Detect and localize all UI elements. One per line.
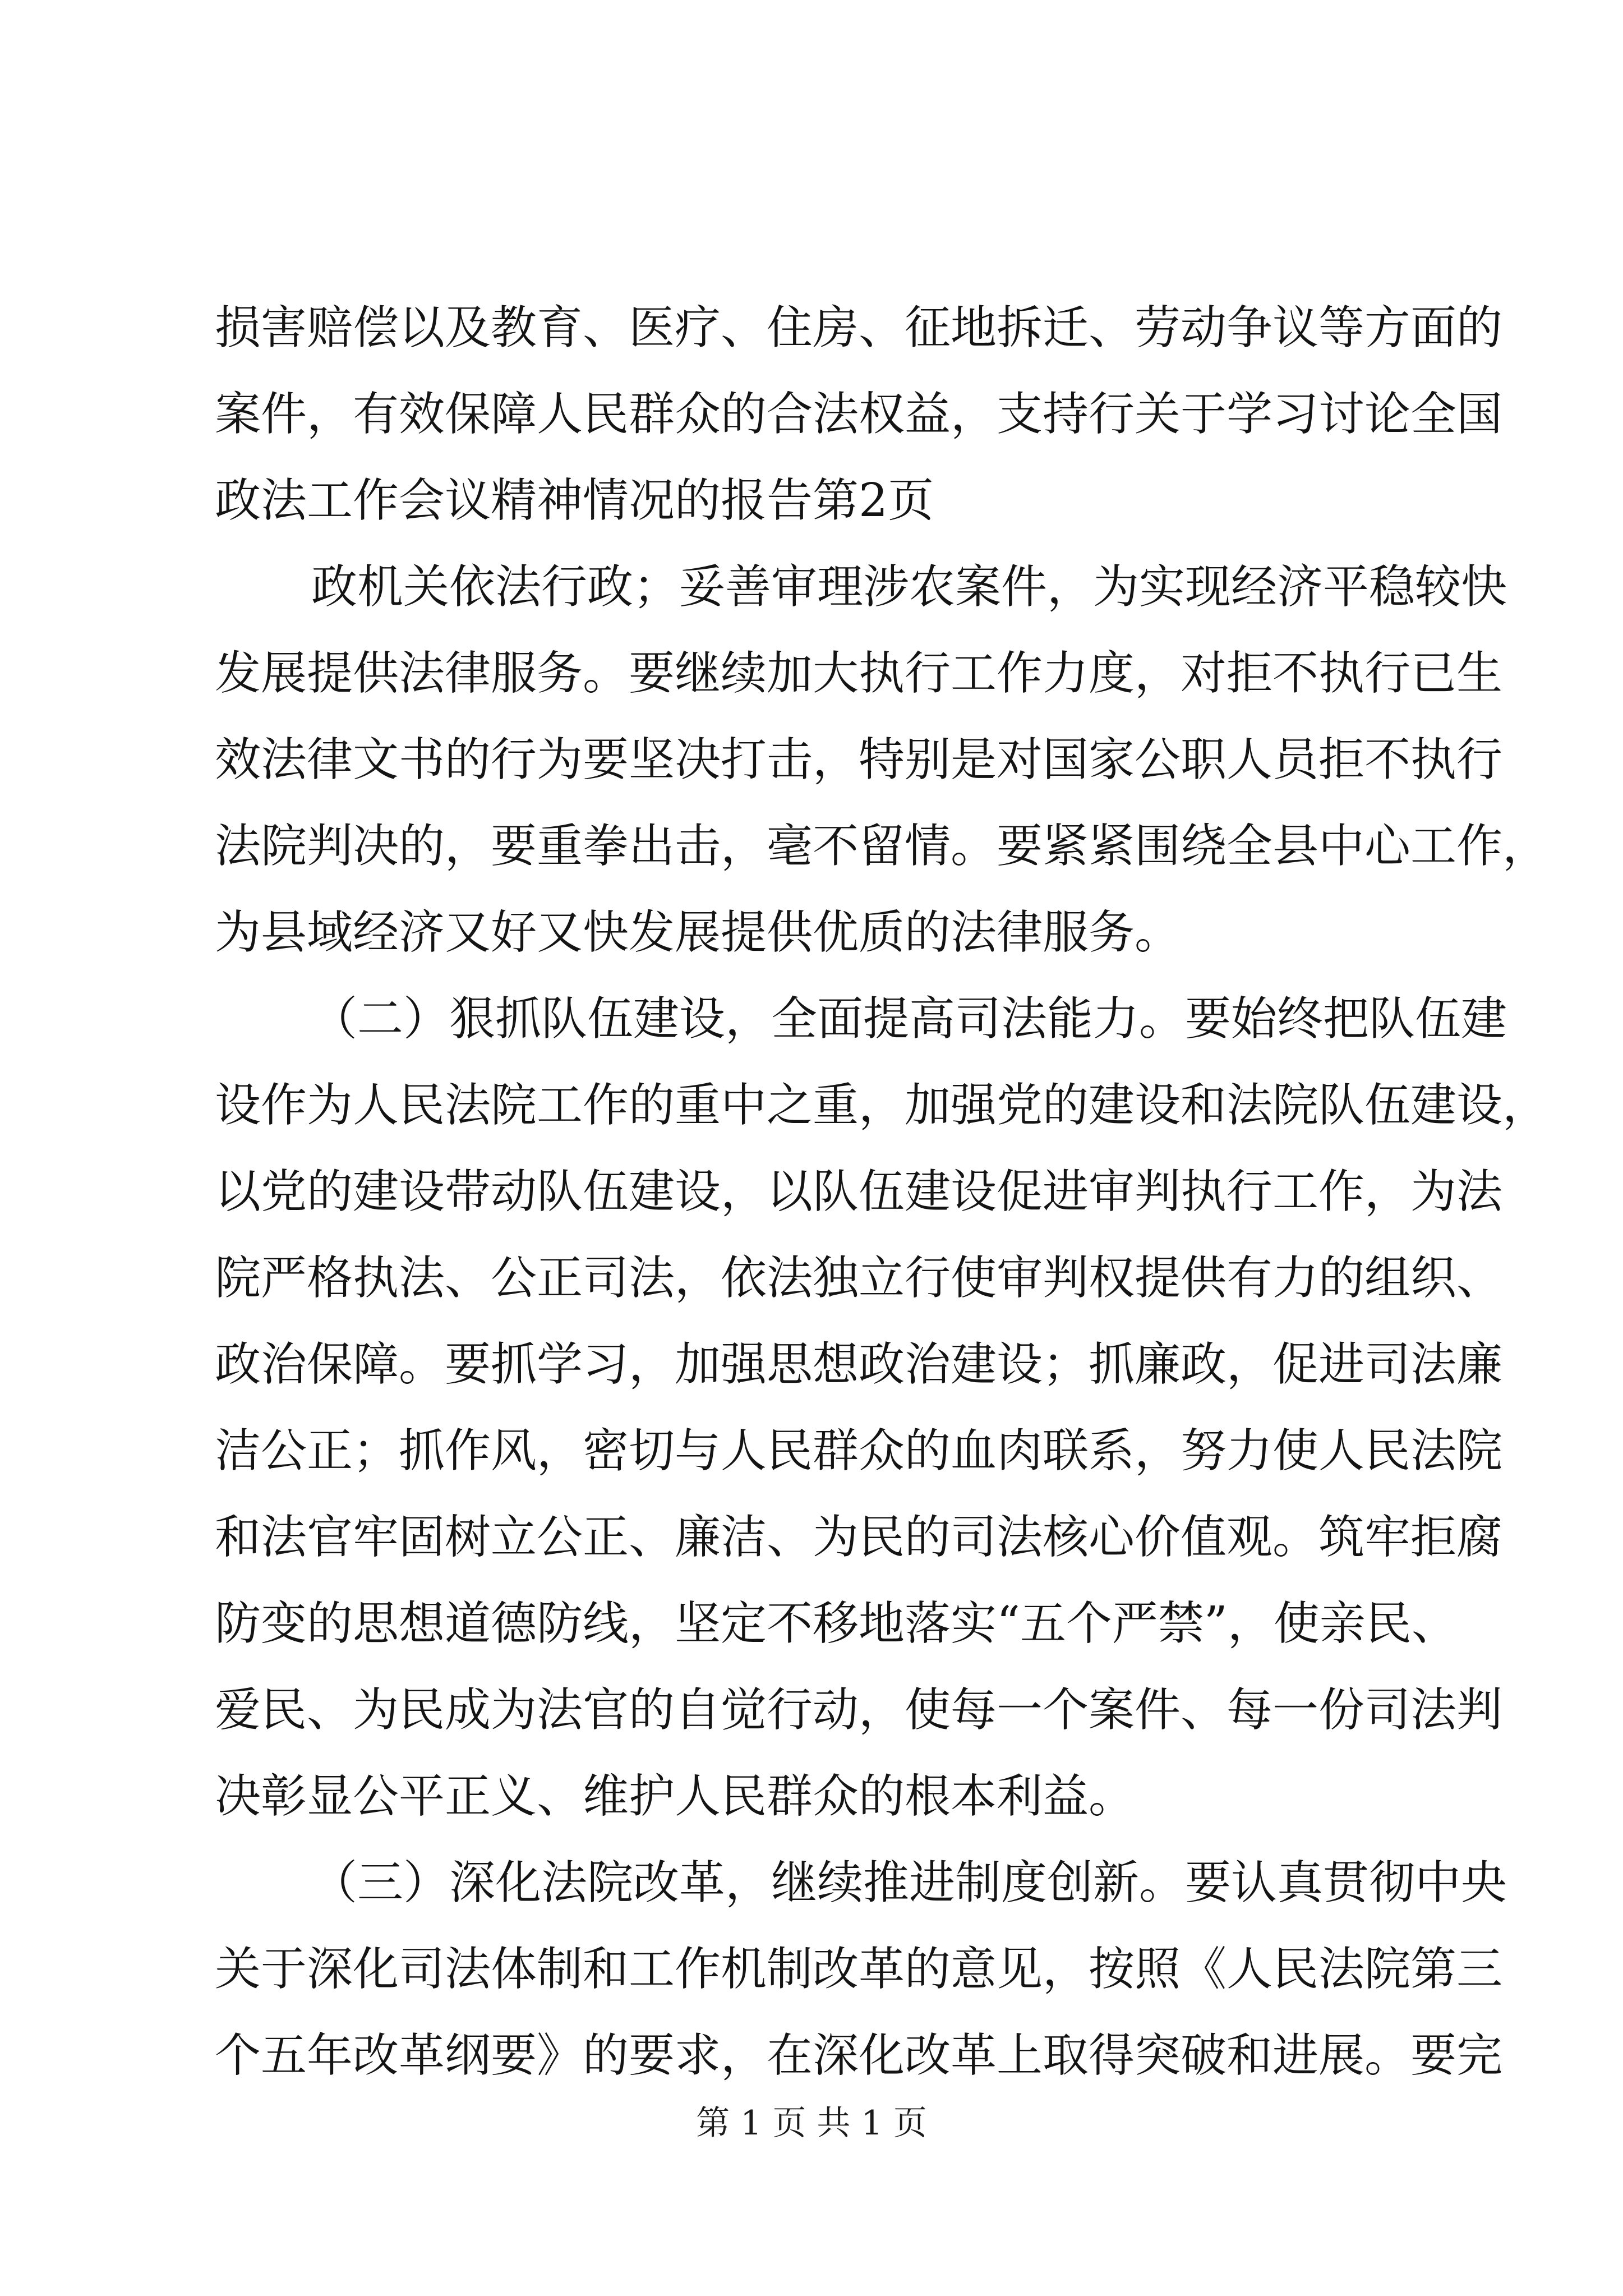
text-line: 效法律文书的行为要坚决打击，特别是对国家公职人员拒不执行 <box>215 733 1503 786</box>
text-line: 设作为人民法院工作的重中之重，加强党的建设和法院队伍建设， <box>215 1079 1549 1132</box>
text-line: 政治保障。要抓学习，加强思想政治建设；抓廉政，促进司法廉 <box>215 1338 1503 1391</box>
paragraph <box>215 976 1549 1840</box>
text-line: 为县域经济又好又快发展提供优质的法律服务。 <box>215 906 1181 959</box>
text-line: （二）狠抓队伍建设，全面提高司法能力。要始终把队伍建 <box>311 992 1507 1046</box>
text-line: 个五年改革纲要》的要求，在深化改革上取得突破和进展。要完 <box>215 2029 1503 2082</box>
paragraph <box>215 544 1549 976</box>
text-line: 决彰显公平正义、维护人民群众的根本利益。 <box>215 1770 1135 1823</box>
text-line: 政机关依法行政；妥善审理涉农案件，为实现经济平稳较快 <box>311 560 1507 614</box>
text-line: 发展提供法律服务。要继续加大执行工作力度，对拒不执行已生 <box>215 647 1503 700</box>
paragraph <box>215 285 1503 544</box>
text-line: （三）深化法院改革，继续推进制度创新。要认真贯彻中央 <box>311 1856 1507 1910</box>
text-line: 院严格执法、公正司法，依法独立行使审判权提供有力的组织、 <box>215 1251 1503 1305</box>
text-line: 政法工作会议精神情况的报告第2页 <box>215 474 934 527</box>
text-line: 法院判决的，要重拳出击，毫不留情。要紧紧围绕全县中心工作， <box>215 820 1549 873</box>
text-line: 以党的建设带动队伍建设，以队伍建设促进审判执行工作，为法 <box>215 1165 1503 1218</box>
text-line: 关于深化司法体制和工作机制改革的意见，按照《人民法院第三 <box>215 1943 1503 1996</box>
text-line: 损害赔偿以及教育、医疗、住房、征地拆迁、劳动争议等方面的 <box>215 301 1503 355</box>
text-line: 洁公正；抓作风，密切与人民群众的血肉联系，努力使人民法院 <box>215 1424 1503 1478</box>
paragraph <box>215 1840 1507 2099</box>
text-line: 和法官牢固树立公正、廉洁、为民的司法核心价值观。筑牢拒腐 <box>215 1511 1503 1564</box>
text-line: 防变的思想道德防线，坚定不移地落实“五个严禁”，使亲民、 <box>215 1597 1458 1650</box>
text-line: 爱民、为民成为法官的自觉行动，使每一个案件、每一份司法判 <box>215 1683 1503 1737</box>
text-line: 案件，有效保障人民群众的合法权益，支持行关于学习讨论全国 <box>215 388 1503 441</box>
page-footer: 第 1 页 共 1 页 <box>696 2104 927 2143</box>
document-body <box>215 285 1549 2099</box>
